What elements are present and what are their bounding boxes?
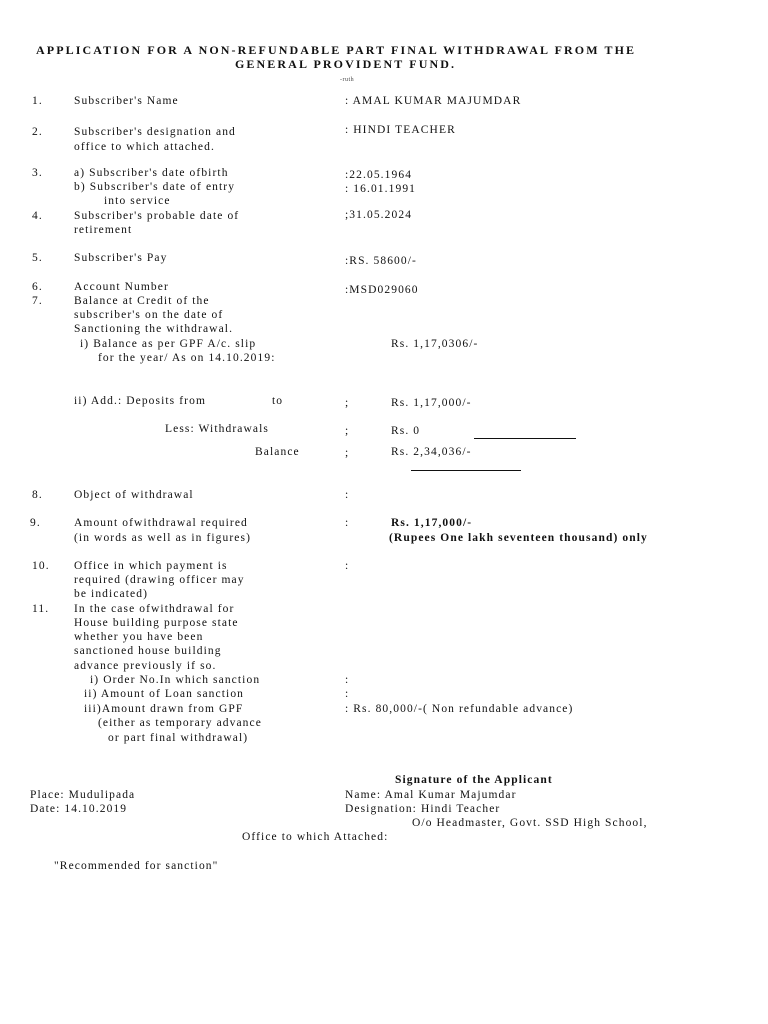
row-8-number: 8. <box>32 489 43 501</box>
row-2-label-line-2: office to which attached. <box>74 141 215 153</box>
row-7-i-label-line-1: i) Balance as per GPF A/c. slip <box>80 338 257 350</box>
row-9-amount-words: (Rupees One lakh seventeen thousand) only <box>389 532 648 544</box>
row-3b-value: : 16.01.1991 <box>345 183 417 195</box>
row-1-number: 1. <box>32 95 43 107</box>
row-7-label-line-3: Sanctioning the withdrawal. <box>74 323 234 335</box>
handwritten-mark: -ruth <box>340 77 355 83</box>
row-7-number: 7. <box>32 295 43 307</box>
row-7-ii-label: ii) Add.: Deposits from <box>74 395 206 407</box>
row-11-ii-colon: : <box>345 688 350 700</box>
row-2-label-line-1: Subscriber's designation and <box>74 126 236 138</box>
row-9-amount-figures: Rs. 1,17,000/- <box>391 517 473 529</box>
row-11-iii-label-line-3: or part final withdrawal) <box>108 732 249 744</box>
row-7-ii-to: to <box>272 395 284 407</box>
row-10-label-line-2: required (drawing officer may <box>74 574 245 586</box>
row-11-iii-value: : Rs. 80,000/-( Non refundable advance) <box>345 703 574 715</box>
row-6-label: Account Number <box>74 281 169 293</box>
row-6-number: 6. <box>32 281 43 293</box>
office-value: O/o Headmaster, Govt. SSD High School, <box>412 817 648 829</box>
row-3a-value: :22.05.1964 <box>345 169 413 181</box>
row-3a-label: a) Subscriber's date ofbirth <box>74 167 229 179</box>
row-3-number: 3. <box>32 167 43 179</box>
signature-heading: Signature of the Applicant <box>395 774 553 786</box>
row-4-number: 4. <box>32 210 43 222</box>
row-9-number: 9. <box>30 517 41 529</box>
row-6-value: :MSD029060 <box>345 284 419 296</box>
title-line-2: GENERAL PROVIDENT FUND. <box>235 57 457 71</box>
row-7-i-label-line-2: for the year/ As on 14.10.2019: <box>98 352 276 364</box>
row-2-value: : HINDI TEACHER <box>345 124 456 136</box>
row-11-iii-label-line-2: (either as temporary advance <box>98 717 262 729</box>
row-7-balance-colon: ; <box>345 447 350 459</box>
row-7-label-line-1: Balance at Credit of the <box>74 295 210 307</box>
row-5-value: :RS. 58600/- <box>345 255 417 267</box>
row-7-balance-label: Balance <box>255 446 300 458</box>
row-11-iii-label-line-1: iii)Amount drawn from GPF <box>84 703 244 715</box>
row-1-label: Subscriber's Name <box>74 95 179 107</box>
balance-underline <box>411 470 521 471</box>
row-7-ii-value: Rs. 1,17,000/- <box>391 397 472 409</box>
row-7-balance-value: Rs. 2,34,036/- <box>391 446 472 458</box>
row-3b-label-line-2: into service <box>104 195 171 207</box>
row-11-i-colon: : <box>345 674 350 686</box>
row-10-label-line-3: be indicated) <box>74 588 149 600</box>
office-label: Office to which Attached: <box>242 831 389 843</box>
row-9-colon: : <box>345 517 350 529</box>
row-11-label-line-2: House building purpose state <box>74 617 239 629</box>
row-7-less-value: Rs. 0 <box>391 425 421 437</box>
recommended-note: "Recommended for sanction" <box>54 860 219 872</box>
row-11-i-label: i) Order No.In which sanction <box>90 674 261 686</box>
row-11-label-line-5: advance previously if so. <box>74 660 217 672</box>
row-11-label-line-4: sanctioned house building <box>74 645 222 657</box>
row-5-number: 5. <box>32 252 43 264</box>
date: Date: 14.10.2019 <box>30 803 128 815</box>
place: Place: Mudulipada <box>30 789 136 801</box>
row-2-number: 2. <box>32 126 43 138</box>
row-4-label-line-1: Subscriber's probable date of <box>74 210 240 222</box>
row-11-ii-label: ii) Amount of Loan sanction <box>84 688 245 700</box>
title-line-1: APPLICATION FOR A NON-REFUNDABLE PART FINAL WITHDRAWAL FROM THE <box>36 43 637 57</box>
row-8-label: Object of withdrawal <box>74 489 194 501</box>
row-7-less-label: Less: Withdrawals <box>165 423 269 435</box>
row-7-i-value: Rs. 1,17,0306/- <box>391 338 479 350</box>
applicant-designation: Designation: Hindi Teacher <box>345 803 501 815</box>
row-1-value: : AMAL KUMAR MAJUMDAR <box>345 95 522 107</box>
row-10-number: 10. <box>32 560 50 572</box>
row-7-ii-colon: ; <box>345 397 350 409</box>
row-11-label-line-1: In the case ofwithdrawal for <box>74 603 235 615</box>
row-5-label: Subscriber's Pay <box>74 252 168 264</box>
row-8-colon: : <box>345 489 350 501</box>
row-7-label-line-2: subscriber's on the date of <box>74 309 224 321</box>
withdrawals-underline <box>474 438 576 439</box>
row-9-label-line-2: (in words as well as in figures) <box>74 532 252 544</box>
applicant-name: Name: Amal Kumar Majumdar <box>345 789 517 801</box>
row-4-label-line-2: retirement <box>74 224 133 236</box>
row-11-number: 11. <box>32 603 50 615</box>
row-10-colon: : <box>345 560 350 572</box>
row-9-label-line-1: Amount ofwithdrawal required <box>74 517 248 529</box>
row-7-less-colon: ; <box>345 425 350 437</box>
row-4-value: ;31.05.2024 <box>345 209 413 221</box>
row-3b-label-line-1: b) Subscriber's date of entry <box>74 181 236 193</box>
row-10-label-line-1: Office in which payment is <box>74 560 228 572</box>
row-11-label-line-3: whether you have been <box>74 631 204 643</box>
